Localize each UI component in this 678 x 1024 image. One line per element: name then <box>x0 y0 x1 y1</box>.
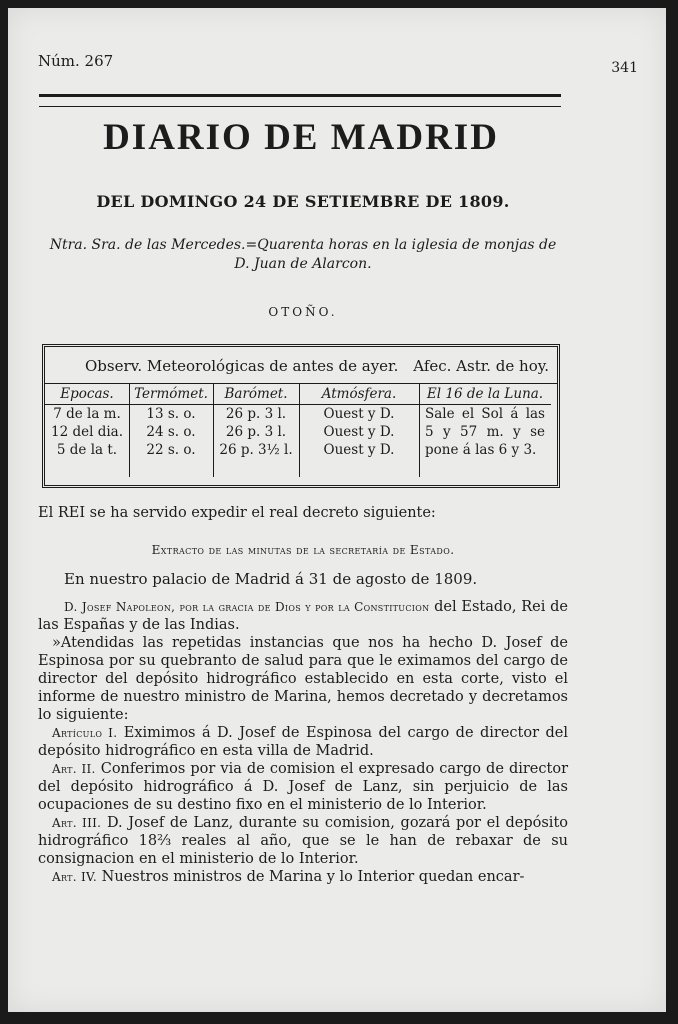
table-cell: 5 de la t. <box>56 442 118 458</box>
col-luna <box>419 384 551 477</box>
issue-number: Núm. 267 <box>38 52 114 70</box>
table-cell: 26 p. 3 l. <box>225 424 287 440</box>
article-text: Eximimos á D. Josef de Espinosa del cargo de director del depósito hidrográfico en esta villa de Madrid. <box>38 725 569 759</box>
article-text: Conferimos por via de comision el expresado cargo de director del depósito hidrográfico á D. Josef de Lanz, sin perjuicio de las ocupaciones de su destino fixo en el ministerio de lo Interior. <box>38 761 568 813</box>
table-cell: Ouest y D. <box>323 424 395 440</box>
article-label: Art. III. <box>52 816 102 830</box>
col-header: Epocas. <box>45 384 129 405</box>
king-title-rest: del Estado, Rei de las Españas y de las Indias. <box>38 599 568 633</box>
masthead-title: DIARIO DE MADRID <box>103 117 499 158</box>
dateline: DEL DOMINGO 24 DE SETIEMBRE DE 1809. <box>96 192 510 211</box>
sunrise-note: Sale el Sol á las 5 y 57 m. y se pone á las 6 y 3. <box>425 406 545 458</box>
season-label: OTOÑO. <box>268 305 338 319</box>
table-cell: Ouest y D. <box>323 406 395 422</box>
table-cell: 26 p. 3½ l. <box>219 442 293 458</box>
weather-table-header <box>45 353 557 384</box>
table-cell: 24 s. o. <box>146 424 196 440</box>
col-header: Atmósfera. <box>299 384 419 405</box>
col-header: Termómet. <box>129 384 213 405</box>
page-number: 341 <box>611 60 638 76</box>
weather-title: Observ. Meteorológicas de antes de ayer. <box>85 357 399 375</box>
weather-table <box>42 344 560 488</box>
table-cell: 26 p. 3 l. <box>225 406 287 422</box>
col-atmosfera <box>299 384 420 477</box>
article-label: Art. II. <box>52 762 96 776</box>
col-header: El 16 de la Luna. <box>419 384 551 405</box>
astronomy-title: Afec. Astr. de hoy. <box>413 357 549 375</box>
col-header: Barómet. <box>213 384 299 405</box>
article-label: Artículo I. <box>52 726 118 740</box>
table-cell: 13 s. o. <box>146 406 196 422</box>
table-cell: 7 de la m. <box>53 406 121 422</box>
decree-body <box>38 598 568 886</box>
newspaper-page <box>8 8 666 1012</box>
saint-line: Ntra. Sra. de las Mercedes.=Quarenta horas en la iglesia de monjas de D. Juan de Alarcon. <box>49 237 557 272</box>
decree-paragraph: »Atendidas las repetidas instancias que nos ha hecho D. Josef de Espinosa por su quebranto de salud para que le eximamos del cargo de director del depósito hidrográfico establecido en esta corte, visto el informe de nuestro ministro de Marina, hemos decretado y decretamos lo siguiente: <box>38 635 568 723</box>
col-termometro <box>129 384 214 477</box>
article-text: Nuestros ministros de Marina y lo Interior quedan encar- <box>97 869 525 885</box>
article-text: D. Josef de Lanz, durante su comision, gozará por el depósito hidrográfico 18⅔ reales al año, que se le han de rebaxar de su consignacion en el ministerio de lo Interior. <box>38 815 569 867</box>
decree-intro: El REI se ha servido expedir el real decreto siguiente: <box>38 505 436 521</box>
top-double-rule <box>39 94 561 107</box>
table-cell: 12 del dia. <box>50 424 123 440</box>
extracto-heading: Extracto de las minutas de la secretaría de Estado. <box>151 543 455 557</box>
col-epocas <box>45 384 130 477</box>
article-label: Art. IV. <box>52 870 98 884</box>
king-title: D. Josef Napoleon, por la gracia de Dios y por la Constitucion <box>64 600 430 614</box>
place-date: En nuestro palacio de Madrid á 31 de agosto de 1809. <box>64 570 478 588</box>
table-cell: 22 s. o. <box>146 442 196 458</box>
col-barometro <box>213 384 300 477</box>
table-cell: Ouest y D. <box>323 442 395 458</box>
